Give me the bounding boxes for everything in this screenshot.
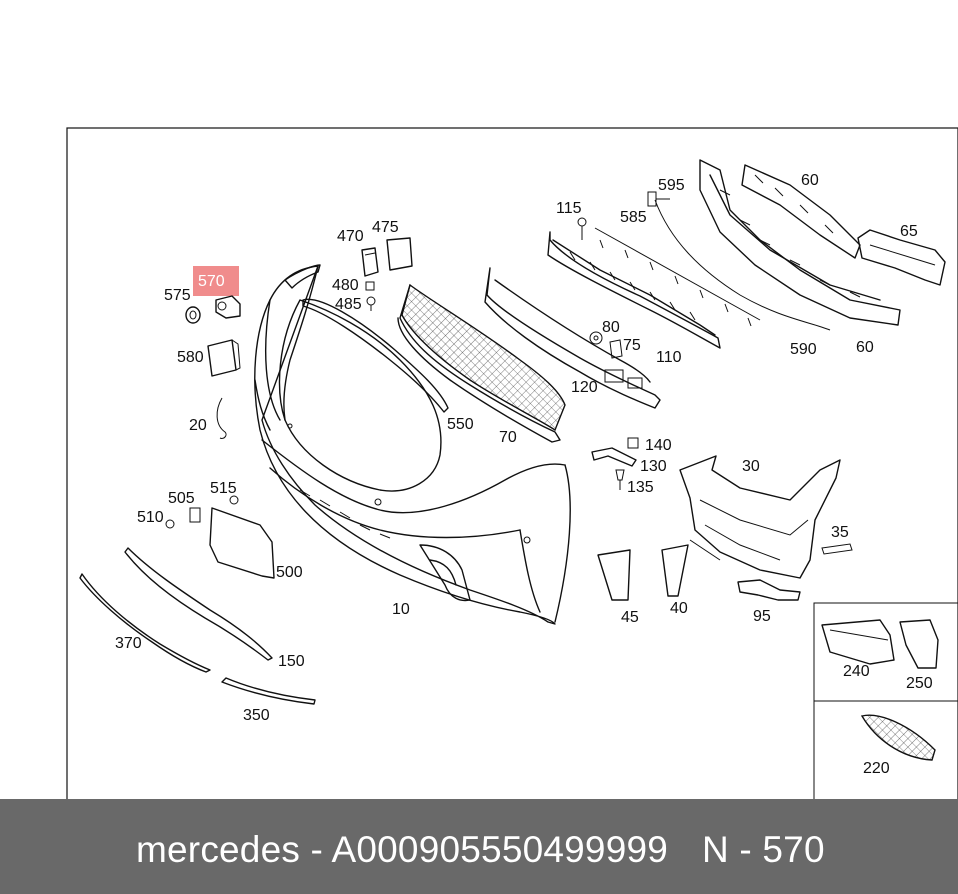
part-240 (822, 620, 894, 664)
part-570-sensor (216, 296, 240, 318)
part-480-clip (366, 282, 374, 290)
label-470: 470 (337, 228, 364, 245)
part-505 (190, 508, 200, 522)
label-500: 500 (276, 564, 303, 581)
label-45: 45 (621, 609, 639, 626)
label-30: 30 (742, 458, 760, 475)
label-60-top: 60 (801, 172, 819, 189)
part-595-screw (648, 192, 670, 206)
part-35-screw (822, 544, 852, 554)
part-500-plate (210, 508, 274, 578)
label-250: 250 (906, 675, 933, 692)
label-115: 115 (556, 200, 582, 217)
label-550: 550 (447, 416, 474, 433)
part-485-screw (367, 297, 375, 311)
label-505: 505 (168, 490, 195, 507)
inset-box-220 (814, 701, 958, 800)
label-140: 140 (645, 437, 672, 454)
label-65: 65 (900, 223, 918, 240)
label-75: 75 (623, 337, 641, 354)
part-220 (862, 715, 935, 760)
footer-part-number: mercedes - A000905550499999 (136, 829, 669, 870)
part-labels (115, 172, 933, 777)
label-575: 575 (164, 287, 191, 304)
label-220: 220 (863, 760, 890, 777)
label-135: 135 (627, 479, 654, 496)
part-115-screw (578, 218, 586, 240)
part-130-bracket (592, 448, 636, 466)
part-470-bracket (362, 248, 378, 276)
label-35: 35 (831, 524, 849, 541)
label-110: 110 (656, 349, 682, 366)
label-515: 515 (210, 480, 237, 497)
part-140-clip (628, 438, 638, 448)
diagram-frame (67, 128, 958, 800)
part-350-strip (222, 678, 315, 704)
label-480: 480 (332, 277, 359, 294)
label-150: 150 (278, 653, 305, 670)
part-30-lower-frame (680, 456, 840, 578)
part-580-module (208, 340, 240, 376)
part-60-absorber (700, 160, 900, 325)
label-240: 240 (843, 663, 870, 680)
label-595: 595 (658, 177, 685, 194)
part-95 (738, 580, 800, 600)
footer-position-ref: N - 570 (702, 829, 825, 870)
label-130: 130 (640, 458, 667, 475)
label-570: 570 (198, 273, 225, 290)
label-580: 580 (177, 349, 204, 366)
part-20-cable (217, 398, 226, 438)
part-70-grille (398, 285, 565, 442)
part-45 (598, 550, 630, 600)
part-250 (900, 620, 938, 668)
part-370-strip (80, 574, 210, 672)
part-135-screw (616, 470, 624, 490)
part-80-clip (590, 332, 602, 344)
part-150-strip (125, 548, 272, 660)
part-510-screw (166, 520, 174, 528)
label-350: 350 (243, 707, 270, 724)
label-70: 70 (499, 429, 517, 446)
label-95: 95 (753, 608, 771, 625)
part-40 (662, 545, 688, 596)
part-575-ring (186, 307, 200, 323)
inset-box-240-250 (814, 603, 958, 701)
label-80: 80 (602, 319, 620, 336)
label-370: 370 (115, 635, 142, 652)
label-475: 475 (372, 219, 399, 236)
label-590: 590 (790, 341, 817, 358)
label-40: 40 (670, 600, 688, 617)
label-585: 585 (620, 209, 647, 226)
label-485: 485 (335, 296, 362, 313)
part-515-screw (230, 496, 238, 504)
label-60-bottom: 60 (856, 339, 874, 356)
label-10: 10 (392, 601, 410, 618)
part-475-sensor (387, 238, 412, 270)
footer-bar (0, 799, 958, 894)
label-120: 120 (571, 379, 598, 396)
part-75-clip (610, 340, 622, 358)
label-510: 510 (137, 509, 164, 526)
label-20: 20 (189, 417, 207, 434)
